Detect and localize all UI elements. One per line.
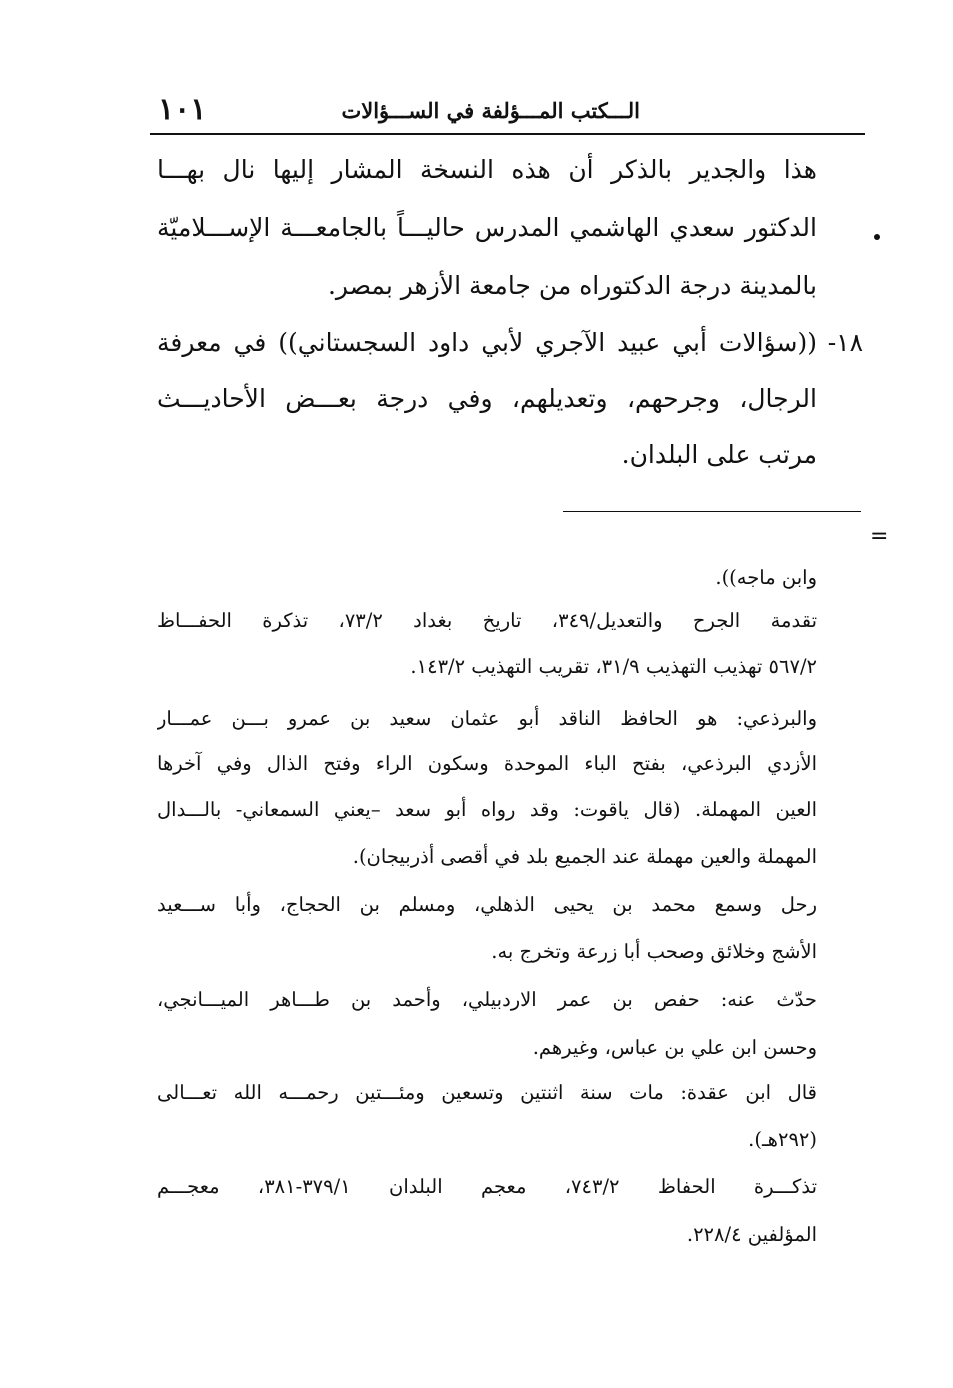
page-number: ١٠١ — [158, 92, 207, 127]
footnote-line: تقدمة الجرح والتعديل/٣٤٩، تاريخ بغداد ٧٣/٢، تذكرة الحفـــاظ — [157, 609, 817, 632]
footnote-line: المهملة والعين مهملة عند الجميع بلد في أقصى أذربيجان). — [352, 845, 817, 868]
footnote-line: تذكـــرة الحفاظ ٧٤٣/٢، معجم البلدان ٣٧٩/١-٣٨١، معجـــم — [157, 1175, 817, 1198]
body-line: الدكتور سعدي الهاشمي المدرس حاليـــاً بالجامعـــة الإســـلاميّة — [157, 213, 817, 242]
footnote-line: وحسن ابن علي بن عباس، وغيرهم. — [532, 1036, 817, 1059]
footnote-line: رحل وسمع محمد بن يحيى الذهلي، ومسلم بن الحجاج، وأبا ســـعيد — [157, 893, 817, 916]
footnote-line: ٥٦٧/٢ تهذيب التهذيب ٣١/٩، تقريب التهذيب ١٤٣/٢. — [410, 655, 817, 678]
body-line: مرتب على البلدان. — [621, 440, 817, 469]
page-header — [150, 92, 865, 136]
footnote-line: المؤلفين ٢٢٨/٤. — [686, 1223, 817, 1246]
body-line: الرجال، وجرحهم، وتعديلهم، وفي درجة بعـــض الأحاديـــث — [157, 384, 817, 413]
footnote-line: الأشج وخلائق وصحب أبا زرعة وتخرج به. — [491, 940, 817, 963]
footnote-line: والبرذعي: هو الحافظ الناقد أبو عثمان سعيد بن عمرو بـــن عمـــار — [157, 707, 817, 730]
running-title: الـــكتب المـــؤلفة في الســـؤالات — [341, 98, 640, 123]
footnote-line: قال ابن عقدة: مات سنة اثنتين وتسعين ومئـــتين رحمـــه الله تعـــالى — [157, 1081, 817, 1104]
footnote-line: العين المهملة. (قال ياقوت: وقد رواه أبو سعد –يعني السمعاني- بالـــدال — [157, 798, 817, 821]
margin-equals-sign: = — [870, 524, 889, 549]
margin-dot — [874, 234, 880, 240]
footnote-line: (٢٩٢هـ). — [748, 1128, 817, 1151]
footnote-line: الأزدي البرذعي، بفتح الباء الموحدة وسكون الراء وفتح الذال وفي آخرها — [157, 752, 817, 775]
footnote-separator — [563, 511, 861, 512]
footnote-line: حدّث عنه: حفص بن عمر الاردبيلي، وأحمد بن طـــاهر الميـــانجي، — [157, 988, 817, 1011]
body-line: هذا والجدير بالذكر أن هذه النسخة المشار إليها نال بهـــا — [157, 155, 817, 184]
header-rule — [150, 133, 865, 135]
footnote-line: وابن ماجه)). — [715, 566, 817, 589]
body-line: ((سؤالات أبي عبيد الآجري لأبي داود السجستاني)) في معرفة — [157, 328, 817, 357]
item-number: ١٨- — [827, 328, 863, 357]
body-line: بالمدينة درجة الدكتوراه من جامعة الأزهر بمصر. — [327, 271, 817, 300]
